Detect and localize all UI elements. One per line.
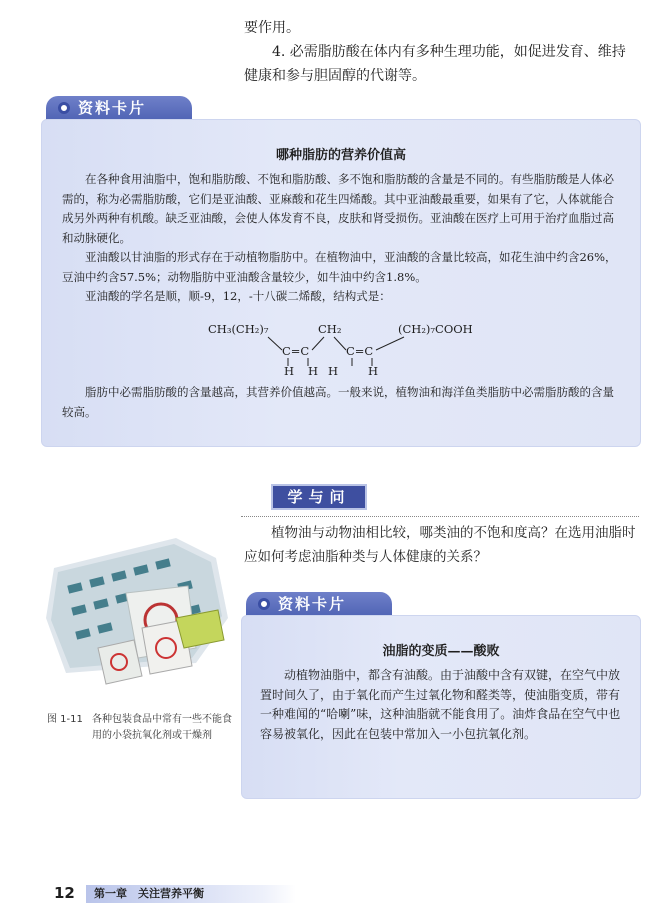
paragraph-rancidity: 动植物油脂中，都含有油酸。由于油酸中含有双键，在空气中放置时间久了，由于氧化而产生过氧化物和醛类等，使油脂变质，带有一种难闻的“哈喇”味，这种油脂就不能食用了。油炸食品在空气中也容易被氧化，因此在包装中常加入一小包抗氧化剂。 xyxy=(260,668,621,741)
card-body xyxy=(62,170,622,307)
study-question xyxy=(244,521,639,569)
formula-ch2: CH₂ xyxy=(318,322,342,336)
question-text: 植物油与动物油相比较，哪类油的不饱和度高？在选用油脂时应如何考虑油脂种类与人体健康的关系？ xyxy=(244,525,636,565)
figure-number: 图 1-11 xyxy=(47,714,83,725)
chapter-title: 第一章 关注营养平衡 xyxy=(86,885,296,903)
formula-left-chain: CH₃(CH₂)₇ xyxy=(208,322,269,336)
paragraph-linoleic-content: 亚油酸以甘油脂的形式存在于动植物脂肪中。在植物油中，亚油酸的含量比较高，如花生油中约含26%，豆油中约含57.5%；动物脂肪中亚油酸含量较少，如牛油中约含1.8%。 xyxy=(62,250,617,284)
info-card-tab-label: 资料卡片 xyxy=(78,99,147,117)
formula-double-bond-2: C=C xyxy=(346,344,374,358)
point-4: 4. 必需脂肪酸在体内有多种生理功能，如促进发育、维持健康和参与胆固醇的代谢等。 xyxy=(244,44,626,84)
info-card-rancidity xyxy=(241,615,641,799)
formula-h1: H xyxy=(284,364,295,378)
formula-double-bond-1: C=C xyxy=(282,344,310,358)
card-body xyxy=(260,666,624,744)
formula-h2: HH xyxy=(308,364,349,378)
paragraph-essential-fatty-acids: 在各种食用油脂中，饱和脂肪酸、不饱和脂肪酸、多不饱和脂肪酸的含量是不同的。有些脂肪酸是人体必需的，称为必需脂肪酸，它们是亚油酸、亚麻酸和花生四烯酸。其中亚油酸最重要，如果有了它，人体就能合成另外两种有机酸。缺乏亚油酸，会使人体发育不良，皮肤和肾受损伤。亚油酸在医疗上可用于治疗血脂过高和动脉硬化。 xyxy=(62,172,614,245)
info-card-fatty-acids xyxy=(41,119,641,447)
structural-formula xyxy=(208,322,498,378)
top-paragraph xyxy=(244,16,639,88)
figure-caption-text: 各种包装食品中常有一些不能食用的小袋抗氧化剂或干燥剂 xyxy=(92,714,232,741)
card-title: 油脂的变质——酸败 xyxy=(382,644,500,659)
info-card-tab-2 xyxy=(246,592,392,617)
paragraph-nutrition-value: 脂肪中必需脂肪酸的含量越高，其营养价值越高。一般来说，植物油和海洋鱼类脂肪中必需脂肪酸的含量较高。 xyxy=(62,385,614,419)
top-line: 要作用。 xyxy=(244,20,300,36)
study-question-badge: 学与问 xyxy=(271,484,367,510)
card-body-conclusion xyxy=(62,383,622,422)
paragraph-linoleic-name: 亚油酸的学名是顺，顺-9，12，-十八碳二烯酸，结构式是： xyxy=(85,289,391,303)
page-number: 12 xyxy=(54,884,75,902)
photo-desiccant-packets xyxy=(46,498,230,698)
formula-right-chain: (CH₂)₇COOH xyxy=(398,322,473,336)
card-title: 哪种脂肪的营养价值高 xyxy=(275,148,406,163)
formula-h3: H xyxy=(368,364,379,378)
info-card-tab xyxy=(46,96,192,121)
bullet-icon xyxy=(258,598,270,610)
bullet-icon xyxy=(58,102,70,114)
dotted-divider xyxy=(241,516,639,517)
info-card-tab-label: 资料卡片 xyxy=(278,595,347,613)
